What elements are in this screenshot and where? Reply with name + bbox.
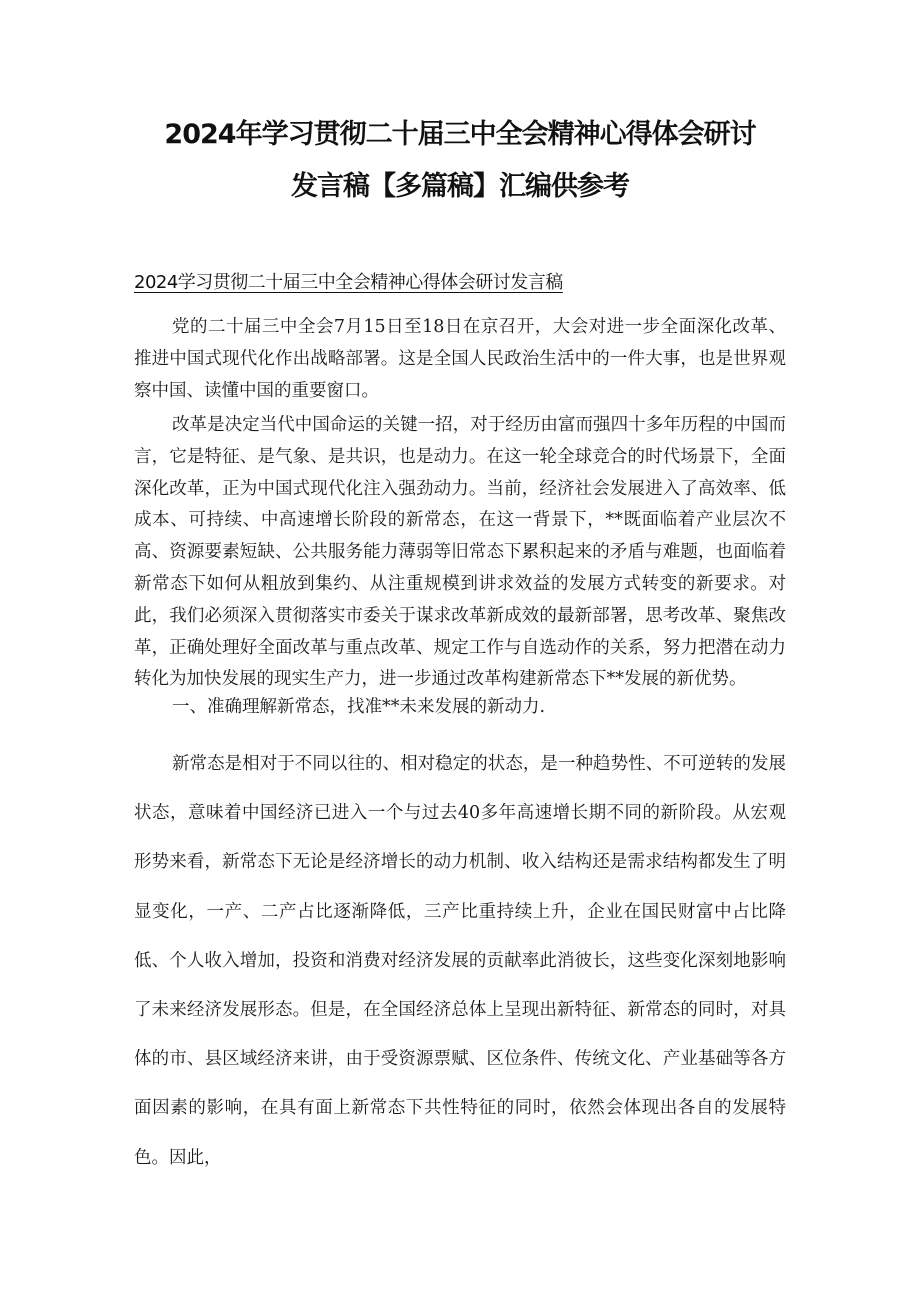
document-title-line-1: 2024年学习贯彻二十届三中全会精神心得体会研讨 — [164, 119, 756, 150]
section-heading-1: 一、准确理解新常态，找准**未来发展的新动力. — [172, 697, 546, 717]
paragraph-intro: 党的二十届三中全会7月15日至18日在京召开，大会对进一步全面深化改革、推进中国式现代化作出战略部署。这是全国人民政治生活中的一件大事，也是世界观察中国、读懂中国的重要窗口。 — [134, 317, 786, 401]
document-title-line-2: 发言稿【多篇稿】汇编供参考 — [291, 171, 629, 202]
paragraph-reform: 改革是决定当代中国命运的关键一招，对于经历由富而强四十多年历程的中国而言，它是特征、是气象、是共识，也是动力。在这一轮全球竞合的时代场景下，全面深化改革，正为中国式现代化注入强劲动力。当前，经济社会发展进入了高效率、低成本、可持续、中高速增长阶段的新常态，在这一背景下，**既面临着产业层次不高、资源要素短缺、公共服务能力薄弱等旧常态下累积起来的矛盾与难题，也面临着新常态下如何从粗放到集约、从注重规模到讲求效益的发展方式转变的新要求。对此，我们必须深入贯彻落实市委关于谋求改革新成效的最新部署，思考改革、聚焦改革，正确处理好全面改革与重点改革、规定工作与自选动作的关系，努力把潜在动力转化为加快发展的现实生产力，进一步通过改革构建新常态下**发展的新优势。 — [134, 415, 786, 690]
section-subtitle: 2024学习贯彻二十届三中全会精神心得体会研讨发言稿 — [134, 272, 563, 293]
paragraph-new-normal: 新常态是相对于不同以往的、相对稳定的状态，是一种趋势性、不可逆转的发展状态，意味着中国经济已进入一个与过去40多年高速增长期不同的新阶段。从宏观形势来看，新常态下无论是经济增长的动力机制、收入结构还是需求结构都发生了明显变化，一产、二产占比逐渐降低，三产比重持续上升，企业在国民财富中占比降低、个人收入增加，投资和消费对经济发展的贡献率此消彼长，这些变化深刻地影响了未来经济发展形态。但是，在全国经济总体上呈现出新特征、新常态的同时，对具体的市、县区域经济来讲，由于受资源票赋、区位条件、传统文化、产业基础等各方面因素的影响，在具有面上新常态下共性特征的同时，依然会体现出各自的发展特色。因此， — [134, 754, 786, 1168]
